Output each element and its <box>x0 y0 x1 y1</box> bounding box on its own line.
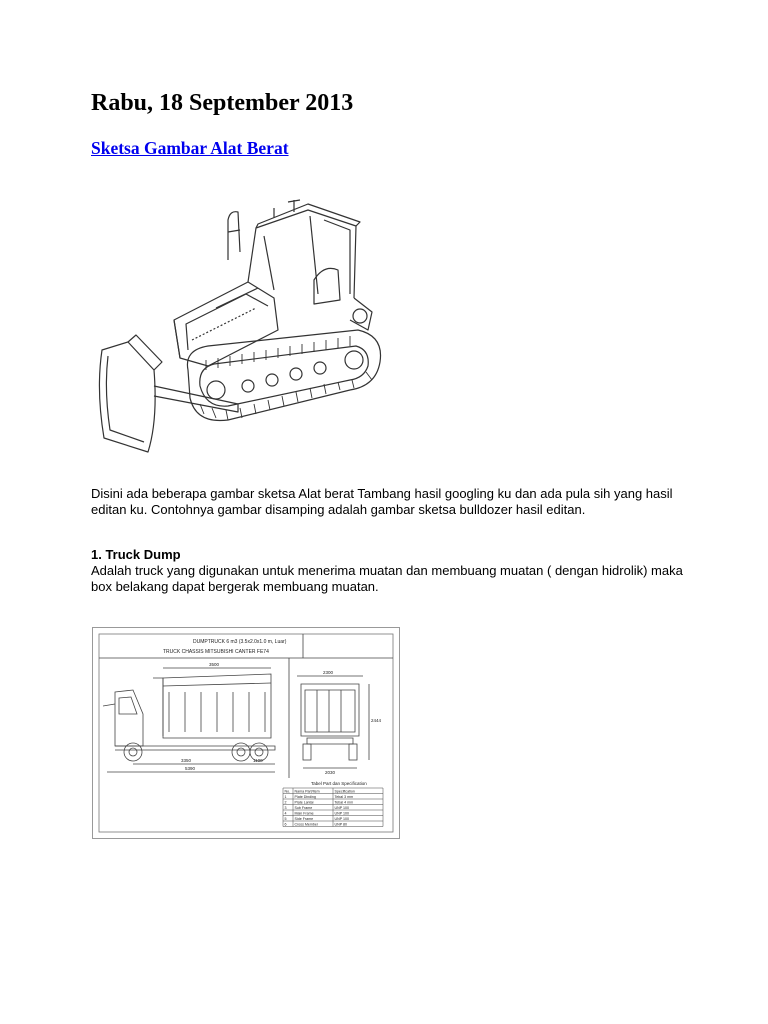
bulldozer-sketch <box>88 190 388 460</box>
spec-table-cell: 6 <box>284 822 287 827</box>
spec-table-header-cell: Nama Part/Item <box>294 789 320 794</box>
spec-table-cell: 4 <box>284 811 287 816</box>
spec-table-cell: UNP 100 <box>334 811 350 816</box>
truck-dump-description: Adalah truck yang digunakan untuk menerima muatan dan membuang muatan ( dengan hidrolik) maka box belakang dapat bergerak membuang muatan. <box>91 563 683 594</box>
spec-table-cell: 1 <box>284 794 287 799</box>
section-heading-truck-dump: 1. Truck Dump <box>91 547 181 562</box>
post-title-link[interactable]: Sketsa Gambar Alat Berat <box>91 138 289 158</box>
dim-box-length: 3500 <box>209 662 220 667</box>
drawing-title-2: TRUCK CHASSIS MITSUBISHI CANTER FE74 <box>163 649 269 655</box>
spec-table-cell: 3 <box>284 805 287 810</box>
spec-table-cell: UNP 100 <box>334 805 350 810</box>
spec-table-cell: Main Frame <box>294 811 314 816</box>
dim-height: 2444 <box>371 718 382 723</box>
spec-table-cell: Sub Frame <box>294 805 313 810</box>
spec-table-cell: UNP 100 <box>334 816 350 821</box>
spec-table-cell: Tebal 3 mm <box>334 794 354 799</box>
spec-table-cell: Plate Dinding <box>294 794 316 799</box>
post-date: Rabu, 18 September 2013 <box>91 90 354 116</box>
spec-table-title: Tabel Part dan Specification <box>311 781 367 786</box>
spec-table-cell: 2 <box>284 800 287 805</box>
spec-table-header-cell: Specification <box>334 789 355 794</box>
spec-table <box>283 788 383 827</box>
dim-rear: 1100 <box>253 758 263 763</box>
dump-truck-drawing <box>92 627 400 839</box>
spec-table-header-cell: No. <box>284 789 291 794</box>
dim-rear-width: 2300 <box>323 670 334 675</box>
spec-table-cell: Tebal 4 mm <box>334 800 354 805</box>
spec-table-cell: Cross Member <box>294 822 319 827</box>
spec-table-cell: UNP 80 <box>334 822 348 827</box>
spec-table-cell: Side Frame <box>294 816 314 821</box>
spec-table-cell: 5 <box>284 816 287 821</box>
intro-paragraph: Disini ada beberapa gambar sketsa Alat berat Tambang hasil googling ku dan ada pula sih yang hasil editan ku. Contohnya gambar disamping adalah gambar sketsa bulldozer hasil editan. <box>91 486 673 517</box>
spec-table-cell: Plate Lantai <box>294 800 314 805</box>
dim-wheelbase: 3350 <box>181 758 192 763</box>
dim-total: 5390 <box>185 766 196 771</box>
drawing-title-1: DUMPTRUCK 6 m3 (3.5x2.0x1.0 m, Luar) <box>193 639 287 645</box>
dim-track: 2030 <box>325 770 336 775</box>
